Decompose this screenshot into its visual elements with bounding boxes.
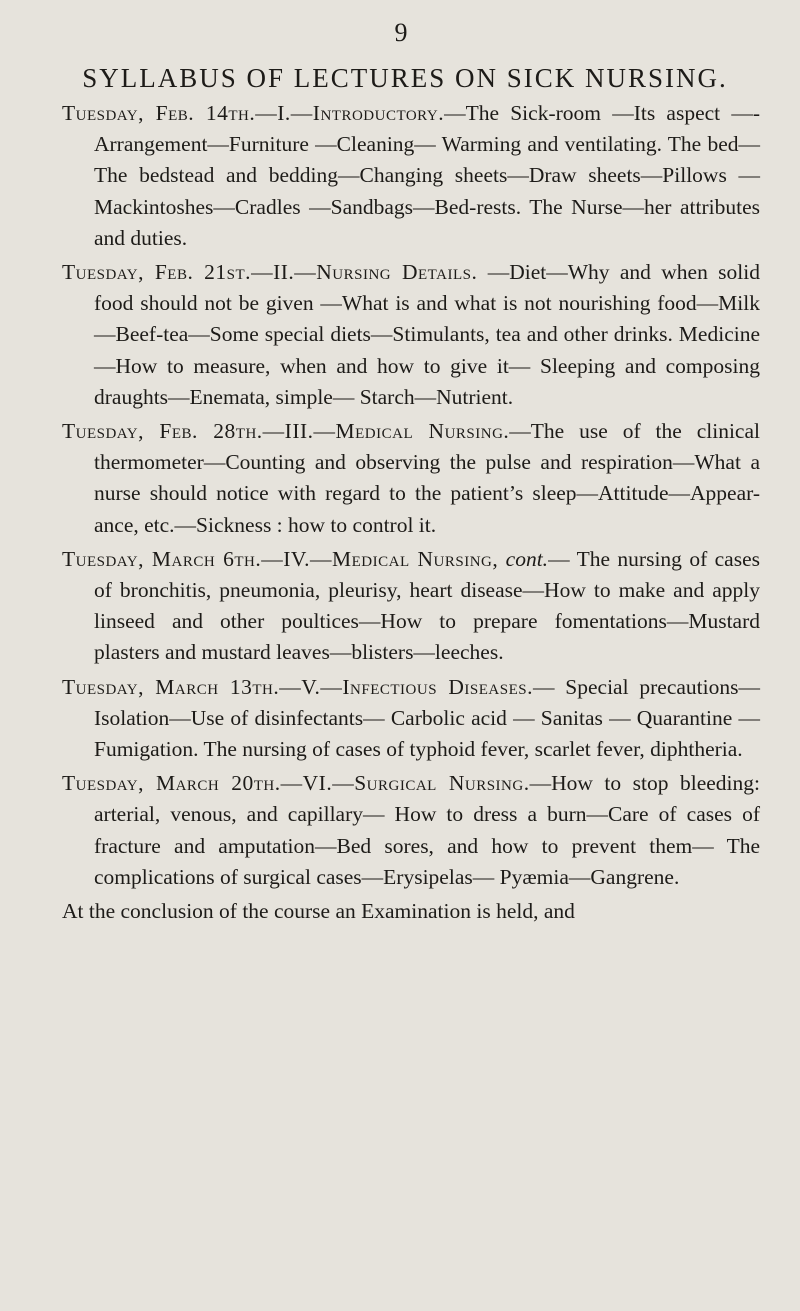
lecture-date: Tuesday, March 13th. xyxy=(62,674,280,699)
lecture-title: —VI.—Surgical Nursing. xyxy=(280,771,530,796)
lecture-entry xyxy=(62,768,760,893)
syllabus-heading: SYLLABUS OF LECTURES ON SICK NURSING. xyxy=(82,63,728,93)
lecture-title: —IV.—Medical Nursing, xyxy=(261,546,499,571)
lecture-body: — Special precautions—Isolation—Use of disinfectants— Carbolic acid — Sanitas — Quarantine — Fumigation. The nursing of cases of typhoid fever, scarlet fever, diphtheria. xyxy=(94,674,760,762)
lecture-title: —V.—Infectious Diseases. xyxy=(279,674,533,699)
lecture-body: — The nursing of cases of bronchitis, pneumonia, pleurisy, heart disease—How to make and apply linseed and other poultices—How to prepare fomentations—Mustard plasters and mustard leaves—blisters—leeches. xyxy=(94,546,760,665)
lecture-entry xyxy=(62,416,760,541)
lecture-body: —The use of the clinical thermometer—Counting and observing the pulse and respiration—What a nurse should notice with regard to the patient’s sleep—Attitude—Appear- ance, etc.—Sickness : how to control it. xyxy=(94,419,760,537)
lecture-note: cont. xyxy=(505,546,549,571)
lecture-title: —I.—Introductory. xyxy=(255,101,445,125)
lecture-title: —III.—Medical Nursing. xyxy=(262,419,510,444)
lecture-date: Tuesday, Feb. 14th. xyxy=(62,101,256,125)
lecture-body: —Diet—Why and when solid food should not be given —What is and what is not nourishing food—Milk—Beef-tea—Some special diets—Stimulants, tea and other drinks. Medicine—How to measure, when and how to give it— Sleeping and composing draughts—Enemata, simple— Starch—Nutrient. xyxy=(94,260,760,409)
lecture-body: —How to stop bleeding: arterial, venous, and capillary— How to dress a burn—Care of cases of fracture and amputation—Bed sores, and how to prevent them— The complications of surgical cases—Erysipelas— Pyæmia—Gangrene. xyxy=(94,771,760,889)
lecture-date: Tuesday, March 20th. xyxy=(62,771,281,796)
lecture-entry xyxy=(62,98,760,254)
lecture-date: Tuesday, March 6th. xyxy=(62,546,262,571)
lecture-entry xyxy=(62,544,760,669)
lecture-title: —II.—Nursing Details. xyxy=(251,260,478,285)
lecture-entry xyxy=(62,257,760,413)
page-number: 9 xyxy=(394,18,408,47)
lecture-date: Tuesday, Feb. 28th. xyxy=(62,419,263,444)
lecture-date: Tuesday, Feb. 21st. xyxy=(62,260,252,285)
closing-line: At the conclusion of the course an Examination is held, and xyxy=(62,899,575,924)
lecture-body: —The Sick-room —Its aspect —- Arrangement—Furniture —Cleaning— Warming and ventilating. The bed—The bedstead and bedding—Changing sheets—Draw sheets—Pillows —Mackintoshes—Cradles —Sandbags—Bed-rests. The Nurse—her attributes and duties. xyxy=(94,101,760,250)
lecture-entry xyxy=(62,672,760,766)
